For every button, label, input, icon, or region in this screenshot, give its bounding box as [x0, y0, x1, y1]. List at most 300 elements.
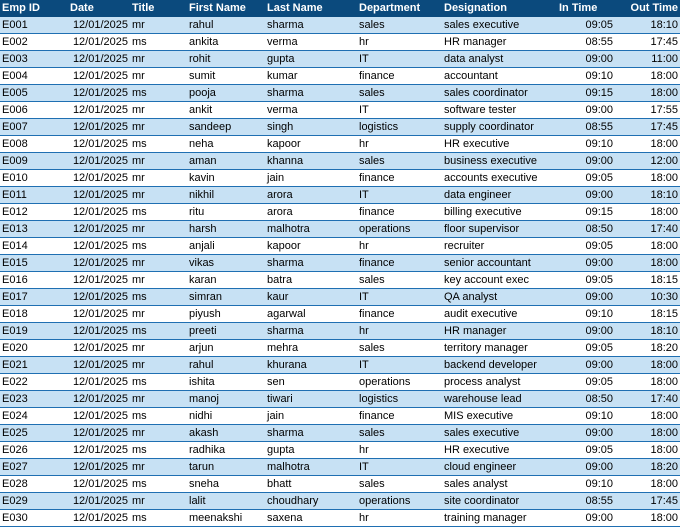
- department-cell[interactable]: finance: [357, 170, 442, 187]
- date-cell[interactable]: 12/01/2025: [68, 170, 130, 187]
- emp-id-cell[interactable]: E005: [0, 85, 68, 102]
- emp-id-cell[interactable]: E012: [0, 204, 68, 221]
- designation-cell[interactable]: HR executive: [442, 442, 557, 459]
- designation-cell[interactable]: MIS executive: [442, 408, 557, 425]
- in-time-cell[interactable]: 09:05: [557, 442, 615, 459]
- emp-id-cell[interactable]: E028: [0, 476, 68, 493]
- date-cell[interactable]: 12/01/2025: [68, 68, 130, 85]
- out-time-cell[interactable]: 18:00: [615, 238, 680, 255]
- title-cell[interactable]: mr: [130, 51, 187, 68]
- in-time-cell[interactable]: 08:50: [557, 391, 615, 408]
- last-name-cell[interactable]: kapoor: [265, 238, 357, 255]
- last-name-cell[interactable]: sharma: [265, 17, 357, 34]
- emp-id-cell[interactable]: E004: [0, 68, 68, 85]
- designation-cell[interactable]: business executive: [442, 153, 557, 170]
- first-name-cell[interactable]: vikas: [187, 255, 265, 272]
- title-cell[interactable]: mr: [130, 170, 187, 187]
- designation-cell[interactable]: sales analyst: [442, 476, 557, 493]
- designation-cell[interactable]: data engineer: [442, 187, 557, 204]
- in-time-cell[interactable]: 08:55: [557, 34, 615, 51]
- date-cell[interactable]: 12/01/2025: [68, 476, 130, 493]
- first-name-cell[interactable]: neha: [187, 136, 265, 153]
- last-name-cell[interactable]: mehra: [265, 340, 357, 357]
- last-name-cell[interactable]: verma: [265, 34, 357, 51]
- date-cell[interactable]: 12/01/2025: [68, 357, 130, 374]
- date-cell[interactable]: 12/01/2025: [68, 17, 130, 34]
- first-name-cell[interactable]: manoj: [187, 391, 265, 408]
- header-out-time[interactable]: Out Time: [615, 0, 680, 17]
- emp-id-cell[interactable]: E016: [0, 272, 68, 289]
- in-time-cell[interactable]: 09:10: [557, 476, 615, 493]
- table-row: [0, 238, 680, 255]
- last-name-cell[interactable]: tiwari: [265, 391, 357, 408]
- table-row: [0, 459, 680, 476]
- first-name-cell[interactable]: akash: [187, 425, 265, 442]
- designation-cell[interactable]: site coordinator: [442, 493, 557, 510]
- out-time-cell[interactable]: 17:40: [615, 391, 680, 408]
- table-row: [0, 289, 680, 306]
- department-cell[interactable]: finance: [357, 408, 442, 425]
- in-time-cell[interactable]: 08:50: [557, 221, 615, 238]
- out-time-cell[interactable]: 18:00: [615, 136, 680, 153]
- department-cell[interactable]: hr: [357, 510, 442, 527]
- title-cell[interactable]: ms: [130, 136, 187, 153]
- out-time-cell[interactable]: 18:00: [615, 204, 680, 221]
- title-cell[interactable]: ms: [130, 323, 187, 340]
- table-row: [0, 442, 680, 459]
- date-cell[interactable]: 12/01/2025: [68, 187, 130, 204]
- date-cell[interactable]: 12/01/2025: [68, 391, 130, 408]
- designation-cell[interactable]: recruiter: [442, 238, 557, 255]
- in-time-cell[interactable]: 09:00: [557, 187, 615, 204]
- department-cell[interactable]: IT: [357, 357, 442, 374]
- in-time-cell[interactable]: 09:00: [557, 459, 615, 476]
- out-time-cell[interactable]: 18:20: [615, 340, 680, 357]
- date-cell[interactable]: 12/01/2025: [68, 85, 130, 102]
- table-row: [0, 493, 680, 510]
- title-cell[interactable]: mr: [130, 306, 187, 323]
- designation-cell[interactable]: supply coordinator: [442, 119, 557, 136]
- department-cell[interactable]: IT: [357, 459, 442, 476]
- emp-id-cell[interactable]: E001: [0, 17, 68, 34]
- last-name-cell[interactable]: malhotra: [265, 221, 357, 238]
- emp-id-cell[interactable]: E008: [0, 136, 68, 153]
- last-name-cell[interactable]: kumar: [265, 68, 357, 85]
- designation-cell[interactable]: sales coordinator: [442, 85, 557, 102]
- first-name-cell[interactable]: rahul: [187, 357, 265, 374]
- emp-id-cell[interactable]: E020: [0, 340, 68, 357]
- out-time-cell[interactable]: 18:00: [615, 442, 680, 459]
- department-cell[interactable]: hr: [357, 323, 442, 340]
- header-designation[interactable]: Designation: [442, 0, 557, 17]
- first-name-cell[interactable]: ishita: [187, 374, 265, 391]
- first-name-cell[interactable]: preeti: [187, 323, 265, 340]
- in-time-cell[interactable]: 09:05: [557, 170, 615, 187]
- last-name-cell[interactable]: agarwal: [265, 306, 357, 323]
- last-name-cell[interactable]: sharma: [265, 425, 357, 442]
- date-cell[interactable]: 12/01/2025: [68, 272, 130, 289]
- designation-cell[interactable]: training manager: [442, 510, 557, 527]
- title-cell[interactable]: mr: [130, 391, 187, 408]
- last-name-cell[interactable]: gupta: [265, 442, 357, 459]
- department-cell[interactable]: operations: [357, 493, 442, 510]
- table-row: [0, 187, 680, 204]
- in-time-cell[interactable]: 09:15: [557, 85, 615, 102]
- table-row: [0, 374, 680, 391]
- date-cell[interactable]: 12/01/2025: [68, 493, 130, 510]
- department-cell[interactable]: hr: [357, 136, 442, 153]
- first-name-cell[interactable]: sandeep: [187, 119, 265, 136]
- out-time-cell[interactable]: 18:20: [615, 459, 680, 476]
- in-time-cell[interactable]: 09:15: [557, 204, 615, 221]
- title-cell[interactable]: mr: [130, 187, 187, 204]
- department-cell[interactable]: sales: [357, 272, 442, 289]
- designation-cell[interactable]: sales executive: [442, 425, 557, 442]
- last-name-cell[interactable]: choudhary: [265, 493, 357, 510]
- first-name-cell[interactable]: tarun: [187, 459, 265, 476]
- date-cell[interactable]: 12/01/2025: [68, 374, 130, 391]
- date-cell[interactable]: 12/01/2025: [68, 221, 130, 238]
- department-cell[interactable]: finance: [357, 255, 442, 272]
- first-name-cell[interactable]: aman: [187, 153, 265, 170]
- designation-cell[interactable]: billing executive: [442, 204, 557, 221]
- out-time-cell[interactable]: 18:10: [615, 187, 680, 204]
- out-time-cell[interactable]: 17:55: [615, 102, 680, 119]
- designation-cell[interactable]: key account exec: [442, 272, 557, 289]
- designation-cell[interactable]: territory manager: [442, 340, 557, 357]
- first-name-cell[interactable]: harsh: [187, 221, 265, 238]
- emp-id-cell[interactable]: E007: [0, 119, 68, 136]
- out-time-cell[interactable]: 12:00: [615, 153, 680, 170]
- first-name-cell[interactable]: arjun: [187, 340, 265, 357]
- last-name-cell[interactable]: khurana: [265, 357, 357, 374]
- last-name-cell[interactable]: khanna: [265, 153, 357, 170]
- last-name-cell[interactable]: jain: [265, 408, 357, 425]
- first-name-cell[interactable]: radhika: [187, 442, 265, 459]
- designation-cell[interactable]: HR manager: [442, 34, 557, 51]
- out-time-cell[interactable]: 18:10: [615, 17, 680, 34]
- emp-id-cell[interactable]: E017: [0, 289, 68, 306]
- header-row: [0, 0, 680, 17]
- out-time-cell[interactable]: 18:00: [615, 170, 680, 187]
- designation-cell[interactable]: software tester: [442, 102, 557, 119]
- emp-id-cell[interactable]: E024: [0, 408, 68, 425]
- table-body: [0, 17, 680, 527]
- in-time-cell[interactable]: 09:00: [557, 323, 615, 340]
- out-time-cell[interactable]: 18:15: [615, 306, 680, 323]
- emp-id-cell[interactable]: E006: [0, 102, 68, 119]
- first-name-cell[interactable]: lalit: [187, 493, 265, 510]
- date-cell[interactable]: 12/01/2025: [68, 238, 130, 255]
- in-time-cell[interactable]: 09:05: [557, 17, 615, 34]
- in-time-cell[interactable]: 09:00: [557, 153, 615, 170]
- title-cell[interactable]: ms: [130, 34, 187, 51]
- out-time-cell[interactable]: 17:45: [615, 119, 680, 136]
- department-cell[interactable]: IT: [357, 187, 442, 204]
- table-row: [0, 510, 680, 527]
- department-cell[interactable]: sales: [357, 425, 442, 442]
- last-name-cell[interactable]: arora: [265, 187, 357, 204]
- out-time-cell[interactable]: 18:00: [615, 425, 680, 442]
- first-name-cell[interactable]: rahul: [187, 17, 265, 34]
- first-name-cell[interactable]: pooja: [187, 85, 265, 102]
- in-time-cell[interactable]: 09:10: [557, 306, 615, 323]
- title-cell[interactable]: mr: [130, 340, 187, 357]
- designation-cell[interactable]: cloud engineer: [442, 459, 557, 476]
- title-cell[interactable]: mr: [130, 255, 187, 272]
- department-cell[interactable]: operations: [357, 221, 442, 238]
- emp-id-cell[interactable]: E030: [0, 510, 68, 527]
- first-name-cell[interactable]: karan: [187, 272, 265, 289]
- header-title[interactable]: Title: [130, 0, 187, 17]
- title-cell[interactable]: mr: [130, 425, 187, 442]
- first-name-cell[interactable]: nidhi: [187, 408, 265, 425]
- in-time-cell[interactable]: 09:05: [557, 374, 615, 391]
- title-cell[interactable]: ms: [130, 289, 187, 306]
- department-cell[interactable]: logistics: [357, 391, 442, 408]
- emp-id-cell[interactable]: E018: [0, 306, 68, 323]
- out-time-cell[interactable]: 18:00: [615, 408, 680, 425]
- out-time-cell[interactable]: 17:40: [615, 221, 680, 238]
- date-cell[interactable]: 12/01/2025: [68, 34, 130, 51]
- last-name-cell[interactable]: kaur: [265, 289, 357, 306]
- in-time-cell[interactable]: 09:05: [557, 272, 615, 289]
- designation-cell[interactable]: audit executive: [442, 306, 557, 323]
- date-cell[interactable]: 12/01/2025: [68, 204, 130, 221]
- designation-cell[interactable]: floor supervisor: [442, 221, 557, 238]
- last-name-cell[interactable]: saxena: [265, 510, 357, 527]
- emp-id-cell[interactable]: E002: [0, 34, 68, 51]
- in-time-cell[interactable]: 09:00: [557, 289, 615, 306]
- out-time-cell[interactable]: 18:15: [615, 272, 680, 289]
- designation-cell[interactable]: backend developer: [442, 357, 557, 374]
- date-cell[interactable]: 12/01/2025: [68, 119, 130, 136]
- out-time-cell[interactable]: 18:00: [615, 510, 680, 527]
- title-cell[interactable]: ms: [130, 85, 187, 102]
- out-time-cell[interactable]: 18:00: [615, 85, 680, 102]
- table-row: [0, 204, 680, 221]
- designation-cell[interactable]: HR manager: [442, 323, 557, 340]
- title-cell[interactable]: mr: [130, 119, 187, 136]
- designation-cell[interactable]: accounts executive: [442, 170, 557, 187]
- last-name-cell[interactable]: sharma: [265, 323, 357, 340]
- designation-cell[interactable]: QA analyst: [442, 289, 557, 306]
- title-cell[interactable]: mr: [130, 221, 187, 238]
- emp-id-cell[interactable]: E019: [0, 323, 68, 340]
- date-cell[interactable]: 12/01/2025: [68, 408, 130, 425]
- title-cell[interactable]: ms: [130, 204, 187, 221]
- first-name-cell[interactable]: ankit: [187, 102, 265, 119]
- date-cell[interactable]: 12/01/2025: [68, 136, 130, 153]
- emp-id-cell[interactable]: E025: [0, 425, 68, 442]
- emp-id-cell[interactable]: E009: [0, 153, 68, 170]
- emp-id-cell[interactable]: E021: [0, 357, 68, 374]
- last-name-cell[interactable]: jain: [265, 170, 357, 187]
- title-cell[interactable]: ms: [130, 374, 187, 391]
- department-cell[interactable]: finance: [357, 68, 442, 85]
- header-date[interactable]: Date: [68, 0, 130, 17]
- last-name-cell[interactable]: singh: [265, 119, 357, 136]
- emp-id-cell[interactable]: E026: [0, 442, 68, 459]
- in-time-cell[interactable]: 09:05: [557, 238, 615, 255]
- date-cell[interactable]: 12/01/2025: [68, 51, 130, 68]
- designation-cell[interactable]: senior accountant: [442, 255, 557, 272]
- designation-cell[interactable]: data analyst: [442, 51, 557, 68]
- date-cell[interactable]: 12/01/2025: [68, 425, 130, 442]
- header-emp-id[interactable]: Emp ID: [0, 0, 68, 17]
- emp-id-cell[interactable]: E023: [0, 391, 68, 408]
- date-cell[interactable]: 12/01/2025: [68, 459, 130, 476]
- title-cell[interactable]: mr: [130, 153, 187, 170]
- department-cell[interactable]: sales: [357, 153, 442, 170]
- first-name-cell[interactable]: kavin: [187, 170, 265, 187]
- title-cell[interactable]: mr: [130, 102, 187, 119]
- last-name-cell[interactable]: arora: [265, 204, 357, 221]
- title-cell[interactable]: ms: [130, 442, 187, 459]
- designation-cell[interactable]: process analyst: [442, 374, 557, 391]
- department-cell[interactable]: sales: [357, 340, 442, 357]
- in-time-cell[interactable]: 09:05: [557, 340, 615, 357]
- department-cell[interactable]: hr: [357, 34, 442, 51]
- title-cell[interactable]: mr: [130, 68, 187, 85]
- table-row: [0, 425, 680, 442]
- out-time-cell[interactable]: 18:10: [615, 323, 680, 340]
- in-time-cell[interactable]: 09:00: [557, 255, 615, 272]
- table-row: [0, 340, 680, 357]
- in-time-cell[interactable]: 09:00: [557, 51, 615, 68]
- first-name-cell[interactable]: sumit: [187, 68, 265, 85]
- out-time-cell[interactable]: 18:00: [615, 255, 680, 272]
- first-name-cell[interactable]: ritu: [187, 204, 265, 221]
- title-cell[interactable]: mr: [130, 272, 187, 289]
- first-name-cell[interactable]: sneha: [187, 476, 265, 493]
- out-time-cell[interactable]: 11:00: [615, 51, 680, 68]
- last-name-cell[interactable]: sharma: [265, 85, 357, 102]
- title-cell[interactable]: mr: [130, 17, 187, 34]
- department-cell[interactable]: logistics: [357, 119, 442, 136]
- first-name-cell[interactable]: nikhil: [187, 187, 265, 204]
- in-time-cell[interactable]: 08:55: [557, 493, 615, 510]
- table-row: [0, 306, 680, 323]
- table-row: [0, 255, 680, 272]
- first-name-cell[interactable]: anjali: [187, 238, 265, 255]
- last-name-cell[interactable]: bhatt: [265, 476, 357, 493]
- title-cell[interactable]: ms: [130, 408, 187, 425]
- designation-cell[interactable]: sales executive: [442, 17, 557, 34]
- out-time-cell[interactable]: 17:45: [615, 34, 680, 51]
- in-time-cell[interactable]: 09:00: [557, 102, 615, 119]
- first-name-cell[interactable]: piyush: [187, 306, 265, 323]
- emp-id-cell[interactable]: E014: [0, 238, 68, 255]
- last-name-cell[interactable]: sen: [265, 374, 357, 391]
- table-row: [0, 357, 680, 374]
- department-cell[interactable]: hr: [357, 238, 442, 255]
- department-cell[interactable]: sales: [357, 476, 442, 493]
- designation-cell[interactable]: HR executive: [442, 136, 557, 153]
- department-cell[interactable]: sales: [357, 17, 442, 34]
- table-row: [0, 136, 680, 153]
- date-cell[interactable]: 12/01/2025: [68, 255, 130, 272]
- header-last-name[interactable]: Last Name: [265, 0, 357, 17]
- department-cell[interactable]: IT: [357, 289, 442, 306]
- last-name-cell[interactable]: gupta: [265, 51, 357, 68]
- date-cell[interactable]: 12/01/2025: [68, 289, 130, 306]
- first-name-cell[interactable]: ankita: [187, 34, 265, 51]
- table-row: [0, 272, 680, 289]
- in-time-cell[interactable]: 09:10: [557, 68, 615, 85]
- title-cell[interactable]: ms: [130, 238, 187, 255]
- table-row: [0, 68, 680, 85]
- last-name-cell[interactable]: sharma: [265, 255, 357, 272]
- out-time-cell[interactable]: 18:00: [615, 68, 680, 85]
- date-cell[interactable]: 12/01/2025: [68, 153, 130, 170]
- first-name-cell[interactable]: simran: [187, 289, 265, 306]
- department-cell[interactable]: hr: [357, 442, 442, 459]
- out-time-cell[interactable]: 17:45: [615, 493, 680, 510]
- in-time-cell[interactable]: 09:00: [557, 425, 615, 442]
- in-time-cell[interactable]: 09:00: [557, 510, 615, 527]
- emp-id-cell[interactable]: E015: [0, 255, 68, 272]
- out-time-cell[interactable]: 18:00: [615, 476, 680, 493]
- date-cell[interactable]: 12/01/2025: [68, 306, 130, 323]
- date-cell[interactable]: 12/01/2025: [68, 340, 130, 357]
- date-cell[interactable]: 12/01/2025: [68, 510, 130, 527]
- first-name-cell[interactable]: meenakshi: [187, 510, 265, 527]
- emp-id-cell[interactable]: E027: [0, 459, 68, 476]
- department-cell[interactable]: IT: [357, 51, 442, 68]
- emp-id-cell[interactable]: E013: [0, 221, 68, 238]
- department-cell[interactable]: IT: [357, 102, 442, 119]
- last-name-cell[interactable]: batra: [265, 272, 357, 289]
- department-cell[interactable]: finance: [357, 204, 442, 221]
- out-time-cell[interactable]: 10:30: [615, 289, 680, 306]
- title-cell[interactable]: ms: [130, 476, 187, 493]
- title-cell[interactable]: mr: [130, 357, 187, 374]
- last-name-cell[interactable]: verma: [265, 102, 357, 119]
- designation-cell[interactable]: warehouse lead: [442, 391, 557, 408]
- last-name-cell[interactable]: malhotra: [265, 459, 357, 476]
- designation-cell[interactable]: accountant: [442, 68, 557, 85]
- header-first-name[interactable]: First Name: [187, 0, 265, 17]
- in-time-cell[interactable]: 09:10: [557, 408, 615, 425]
- title-cell[interactable]: mr: [130, 493, 187, 510]
- department-cell[interactable]: operations: [357, 374, 442, 391]
- emp-id-cell[interactable]: E003: [0, 51, 68, 68]
- date-cell[interactable]: 12/01/2025: [68, 323, 130, 340]
- in-time-cell[interactable]: 09:00: [557, 357, 615, 374]
- header-in-time[interactable]: In Time: [557, 0, 615, 17]
- title-cell[interactable]: ms: [130, 510, 187, 527]
- header-department[interactable]: Department: [357, 0, 442, 17]
- department-cell[interactable]: finance: [357, 306, 442, 323]
- emp-id-cell[interactable]: E029: [0, 493, 68, 510]
- first-name-cell[interactable]: rohit: [187, 51, 265, 68]
- emp-id-cell[interactable]: E010: [0, 170, 68, 187]
- last-name-cell[interactable]: kapoor: [265, 136, 357, 153]
- title-cell[interactable]: mr: [130, 459, 187, 476]
- department-cell[interactable]: sales: [357, 85, 442, 102]
- out-time-cell[interactable]: 18:00: [615, 357, 680, 374]
- date-cell[interactable]: 12/01/2025: [68, 102, 130, 119]
- table-row: [0, 323, 680, 340]
- out-time-cell[interactable]: 18:00: [615, 374, 680, 391]
- table-row: [0, 34, 680, 51]
- in-time-cell[interactable]: 09:10: [557, 136, 615, 153]
- date-cell[interactable]: 12/01/2025: [68, 442, 130, 459]
- emp-id-cell[interactable]: E011: [0, 187, 68, 204]
- emp-id-cell[interactable]: E022: [0, 374, 68, 391]
- in-time-cell[interactable]: 08:55: [557, 119, 615, 136]
